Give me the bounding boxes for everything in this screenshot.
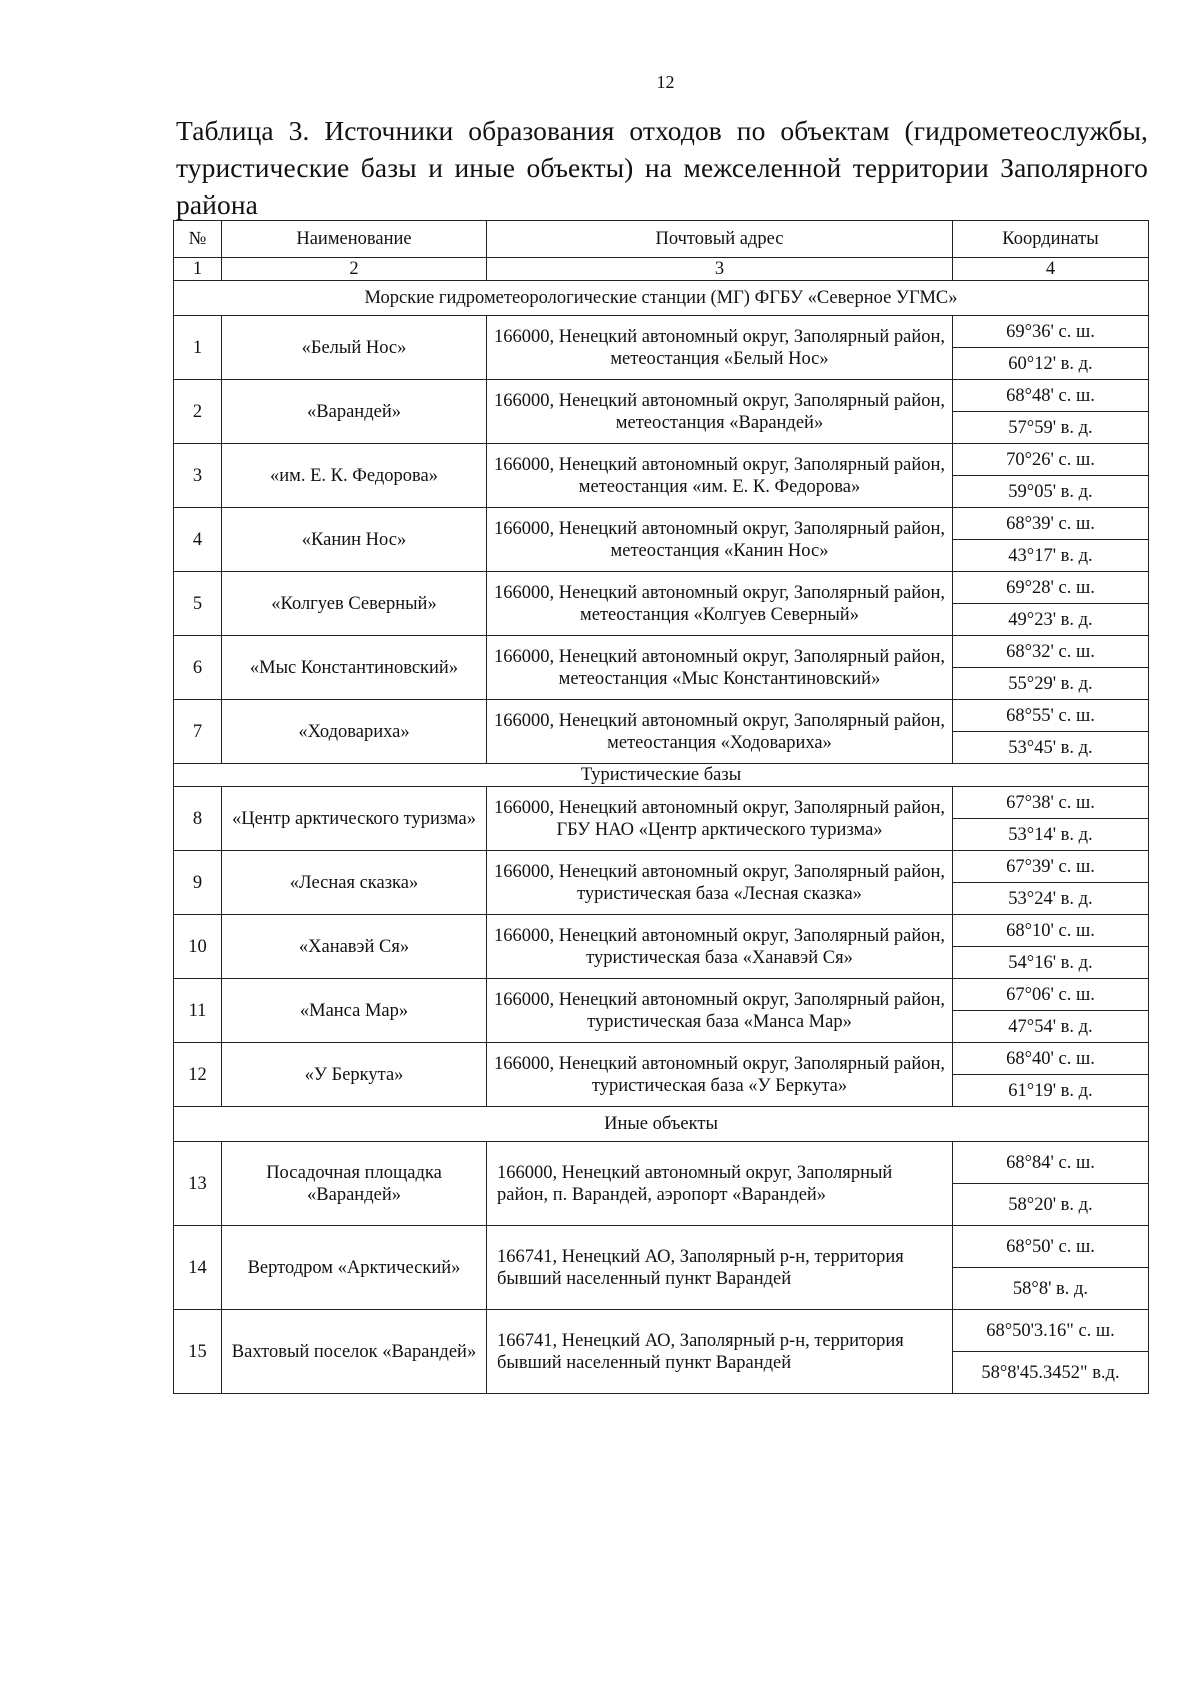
table-row xyxy=(174,1310,1149,1352)
latitude: 67°06' с. ш. xyxy=(953,979,1149,1011)
table-row xyxy=(174,1226,1149,1268)
latitude: 67°38' с. ш. xyxy=(953,787,1149,819)
object-name: «Ходовариха» xyxy=(222,700,487,764)
postal-address: 166000, Ненецкий автономный округ, Заполярный район, метеостанция «Варандей» xyxy=(487,380,953,444)
latitude: 68°50' с. ш. xyxy=(953,1226,1149,1268)
table-row xyxy=(174,851,1149,883)
page-number: 12 xyxy=(656,72,675,92)
latitude: 68°50'3.16" с. ш. xyxy=(953,1310,1149,1352)
row-number: 3 xyxy=(174,444,222,508)
postal-address: 166741, Ненецкий АО, Заполярный р-н, территория бывший населенный пункт Варандей xyxy=(487,1310,953,1394)
latitude: 69°28' с. ш. xyxy=(953,572,1149,604)
section-title: Морские гидрометеорологические станции (МГ) ФГБУ «Северное УГМС» xyxy=(174,281,1149,316)
longitude: 53°24' в. д. xyxy=(953,883,1149,915)
longitude: 59°05' в. д. xyxy=(953,476,1149,508)
object-name: «Центр арктического туризма» xyxy=(222,787,487,851)
longitude: 49°23' в. д. xyxy=(953,604,1149,636)
header-name: Наименование xyxy=(222,221,487,258)
latitude: 68°10' с. ш. xyxy=(953,915,1149,947)
row-number: 8 xyxy=(174,787,222,851)
longitude: 58°8' в. д. xyxy=(953,1268,1149,1310)
table-row xyxy=(174,444,1149,476)
latitude: 69°36' с. ш. xyxy=(953,316,1149,348)
row-number: 11 xyxy=(174,979,222,1043)
table-row xyxy=(174,572,1149,604)
table-row xyxy=(174,636,1149,668)
table-row xyxy=(174,380,1149,412)
table-row xyxy=(174,1142,1149,1184)
row-number: 5 xyxy=(174,572,222,636)
latitude: 68°84' с. ш. xyxy=(953,1142,1149,1184)
longitude: 43°17' в. д. xyxy=(953,540,1149,572)
section-row xyxy=(174,1107,1149,1142)
postal-address: 166000, Ненецкий автономный округ, Заполярный район, метеостанция «Мыс Константиновский» xyxy=(487,636,953,700)
postal-address: 166000, Ненецкий автономный округ, Заполярный район, метеостанция «Белый Нос» xyxy=(487,316,953,380)
object-name: «У Беркута» xyxy=(222,1043,487,1107)
longitude: 53°14' в. д. xyxy=(953,819,1149,851)
postal-address: 166000, Ненецкий автономный округ, Заполярный район, туристическая база «Ханавэй Ся» xyxy=(487,915,953,979)
row-number: 1 xyxy=(174,316,222,380)
column-number: 3 xyxy=(487,258,953,281)
object-name: «Манса Мар» xyxy=(222,979,487,1043)
postal-address: 166000, Ненецкий автономный округ, Заполярный район, метеостанция «Канин Нос» xyxy=(487,508,953,572)
latitude: 68°32' с. ш. xyxy=(953,636,1149,668)
waste-sources-table xyxy=(173,220,1149,1394)
latitude: 68°55' с. ш. xyxy=(953,700,1149,732)
latitude: 67°39' с. ш. xyxy=(953,851,1149,883)
column-number: 2 xyxy=(222,258,487,281)
object-name: «Лесная сказка» xyxy=(222,851,487,915)
row-number: 7 xyxy=(174,700,222,764)
row-number: 15 xyxy=(174,1310,222,1394)
object-name: «Мыс Константиновский» xyxy=(222,636,487,700)
postal-address: 166741, Ненецкий АО, Заполярный р-н, территория бывший населенный пункт Варандей xyxy=(487,1226,953,1310)
postal-address: 166000, Ненецкий автономный округ, Заполярный район, туристическая база «У Беркута» xyxy=(487,1043,953,1107)
table-header-row xyxy=(174,221,1149,258)
table-caption: Таблица 3. Источники образования отходов по объектам (гидрометеослужбы, туристические базы и иные объекты) на межселенной территории Заполярного района xyxy=(176,115,1148,220)
postal-address: 166000, Ненецкий автономный округ, Заполярный район, п. Варандей, аэропорт «Варандей» xyxy=(487,1142,953,1226)
table-row xyxy=(174,1043,1149,1075)
postal-address: 166000, Ненецкий автономный округ, Заполярный район, метеостанция «им. Е. К. Федорова» xyxy=(487,444,953,508)
row-number: 13 xyxy=(174,1142,222,1226)
table-row xyxy=(174,915,1149,947)
longitude: 57°59' в. д. xyxy=(953,412,1149,444)
longitude: 60°12' в. д. xyxy=(953,348,1149,380)
longitude: 58°20' в. д. xyxy=(953,1184,1149,1226)
header-address: Почтовый адрес xyxy=(487,221,953,258)
object-name: «им. Е. К. Федорова» xyxy=(222,444,487,508)
row-number: 4 xyxy=(174,508,222,572)
object-name: «Белый Нос» xyxy=(222,316,487,380)
table-row xyxy=(174,508,1149,540)
row-number: 10 xyxy=(174,915,222,979)
row-number: 2 xyxy=(174,380,222,444)
longitude: 55°29' в. д. xyxy=(953,668,1149,700)
longitude: 58°8'45.3452" в.д. xyxy=(953,1352,1149,1394)
row-number: 6 xyxy=(174,636,222,700)
column-number: 4 xyxy=(953,258,1149,281)
object-name: Посадочная площадка «Варандей» xyxy=(222,1142,487,1226)
longitude: 47°54' в. д. xyxy=(953,1011,1149,1043)
table-row xyxy=(174,316,1149,348)
table-row xyxy=(174,787,1149,819)
row-number: 9 xyxy=(174,851,222,915)
section-row xyxy=(174,764,1149,787)
latitude: 68°39' с. ш. xyxy=(953,508,1149,540)
table-row xyxy=(174,979,1149,1011)
column-number: 1 xyxy=(174,258,222,281)
section-title: Иные объекты xyxy=(174,1107,1149,1142)
row-number: 12 xyxy=(174,1043,222,1107)
header-coordinates: Координаты xyxy=(953,221,1149,258)
object-name: Вертодром «Арктический» xyxy=(222,1226,487,1310)
longitude: 54°16' в. д. xyxy=(953,947,1149,979)
postal-address: 166000, Ненецкий автономный округ, Заполярный район, метеостанция «Колгуев Северный» xyxy=(487,572,953,636)
object-name: «Ханавэй Ся» xyxy=(222,915,487,979)
object-name: «Варандей» xyxy=(222,380,487,444)
table-row xyxy=(174,700,1149,732)
latitude: 68°48' с. ш. xyxy=(953,380,1149,412)
header-no: № xyxy=(174,221,222,258)
postal-address: 166000, Ненецкий автономный округ, Заполярный район, туристическая база «Лесная сказка» xyxy=(487,851,953,915)
latitude: 70°26' с. ш. xyxy=(953,444,1149,476)
postal-address: 166000, Ненецкий автономный округ, Заполярный район, туристическая база «Манса Мар» xyxy=(487,979,953,1043)
object-name: «Колгуев Северный» xyxy=(222,572,487,636)
object-name: «Канин Нос» xyxy=(222,508,487,572)
object-name: Вахтовый поселок «Варандей» xyxy=(222,1310,487,1394)
longitude: 53°45' в. д. xyxy=(953,732,1149,764)
postal-address: 166000, Ненецкий автономный округ, Заполярный район, ГБУ НАО «Центр арктического туризма» xyxy=(487,787,953,851)
row-number: 14 xyxy=(174,1226,222,1310)
longitude: 61°19' в. д. xyxy=(953,1075,1149,1107)
postal-address: 166000, Ненецкий автономный округ, Заполярный район, метеостанция «Ходовариха» xyxy=(487,700,953,764)
section-row xyxy=(174,281,1149,316)
column-number-row xyxy=(174,258,1149,281)
latitude: 68°40' с. ш. xyxy=(953,1043,1149,1075)
section-title: Туристические базы xyxy=(174,764,1149,787)
